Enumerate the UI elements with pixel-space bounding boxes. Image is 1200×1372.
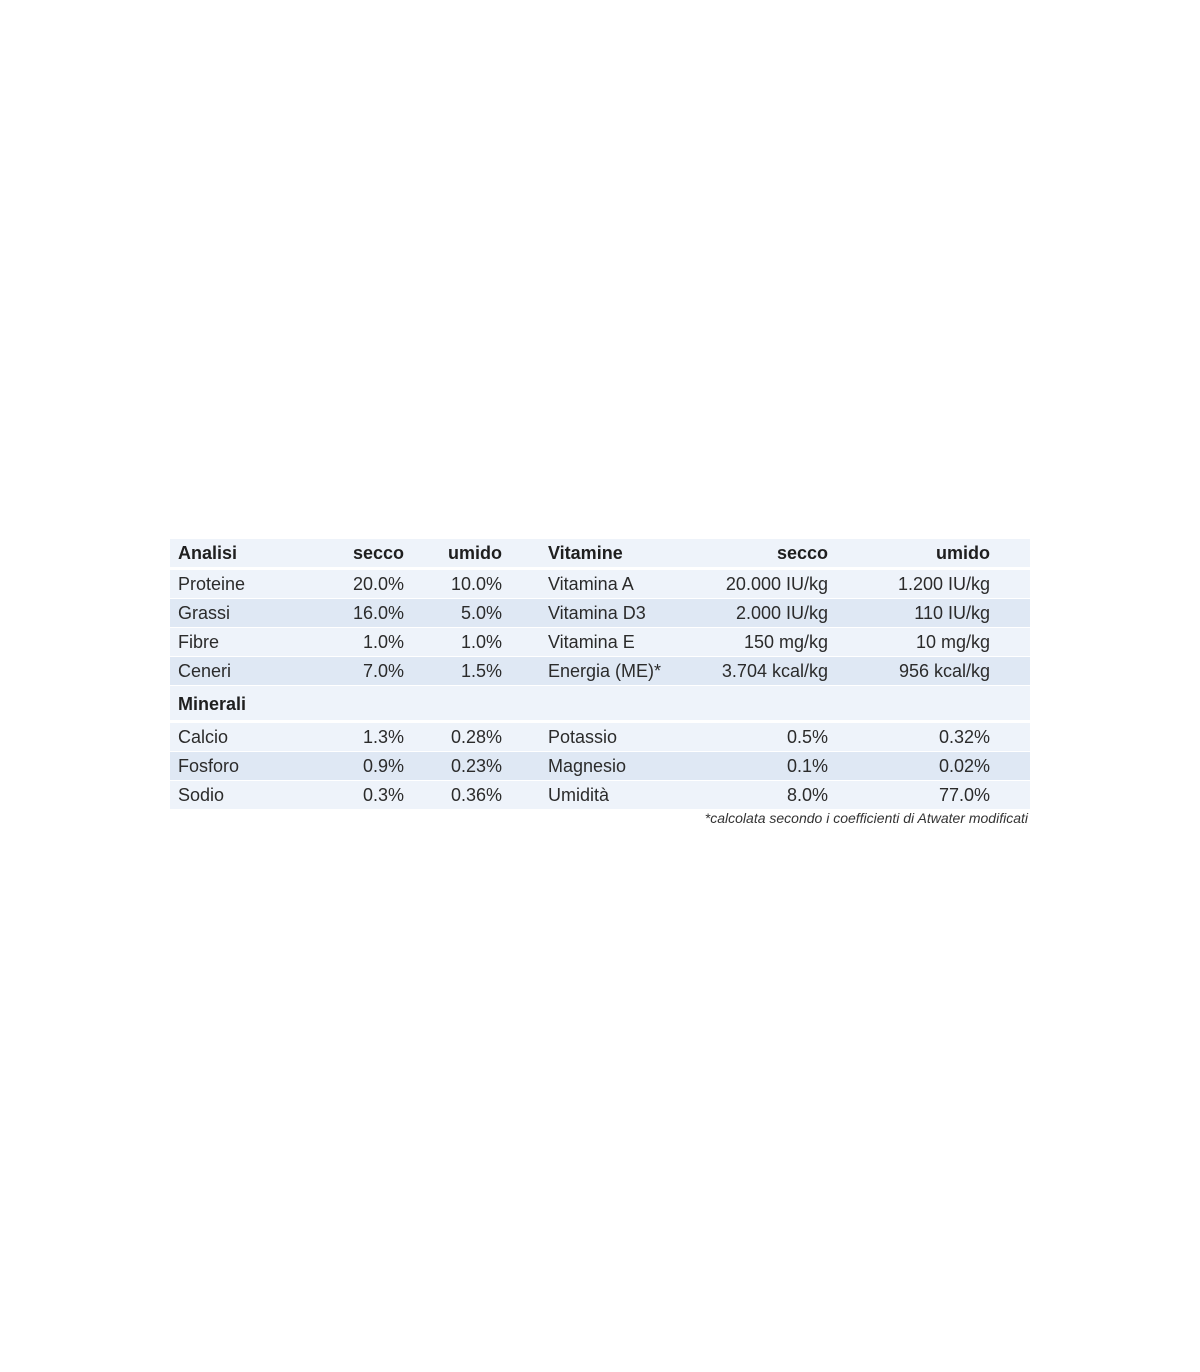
row-label-2: Energia (ME)*: [548, 661, 662, 681]
row-label-2: Vitamina A: [548, 574, 634, 594]
row-umido-2: 77.0%: [938, 785, 990, 805]
umido-heading-2: umido: [936, 543, 990, 563]
row-umido-2: 1.200 IU/kg: [897, 574, 990, 594]
table-row: [170, 723, 1030, 752]
umido-heading: umido: [448, 543, 502, 563]
row-secco-2: 2.000 IU/kg: [735, 603, 828, 623]
row-umido: 0.28%: [450, 727, 502, 747]
secco-heading-2: secco: [776, 543, 828, 563]
footnote: *calcolata secondo i coefficienti di Atwater modificati: [704, 810, 1028, 826]
table-row: [170, 599, 1030, 628]
row-label-2: Umidità: [548, 785, 610, 805]
row-umido-2: 0.32%: [938, 727, 990, 747]
table-row: [170, 781, 1030, 810]
row-secco-2: 150 mg/kg: [743, 632, 828, 652]
table-row: [170, 628, 1030, 657]
nutrition-table: [170, 539, 1030, 810]
row-label-2: Vitamina D3: [548, 603, 646, 623]
row-umido: 5.0%: [460, 603, 502, 623]
secco-heading: secco: [352, 543, 404, 563]
vitamine-heading: Vitamine: [548, 543, 623, 563]
row-umido-2: 110 IU/kg: [914, 603, 990, 623]
row-secco-2: 0.1%: [786, 756, 828, 776]
row-secco-2: 20.000 IU/kg: [725, 574, 828, 594]
row-umido: 0.36%: [450, 785, 502, 805]
row-umido: 1.5%: [460, 661, 502, 681]
row-secco: 1.3%: [362, 727, 404, 747]
row-label: Calcio: [178, 727, 229, 747]
row-label: Sodio: [178, 785, 225, 805]
row-label: Fosforo: [178, 756, 240, 776]
table-row: [170, 570, 1030, 599]
row-umido-2: 0.02%: [938, 756, 990, 776]
analisi-header-row: [170, 539, 1030, 570]
row-secco-2: 0.5%: [786, 727, 828, 747]
row-secco: 7.0%: [362, 661, 404, 681]
row-secco: 0.9%: [362, 756, 404, 776]
row-label: Proteine: [178, 574, 246, 594]
row-secco-2: 3.704 kcal/kg: [721, 661, 828, 681]
row-umido-2: 956 kcal/kg: [898, 661, 990, 681]
row-label-2: Potassio: [548, 727, 618, 747]
minerali-heading: Minerali: [178, 694, 247, 714]
table-row: [170, 752, 1030, 781]
row-label-2: Vitamina E: [548, 632, 635, 652]
row-secco: 1.0%: [362, 632, 404, 652]
row-secco: 20.0%: [352, 574, 404, 594]
row-secco-2: 8.0%: [786, 785, 828, 805]
row-umido: 0.23%: [450, 756, 502, 776]
row-label: Ceneri: [178, 661, 232, 681]
table-row: [170, 657, 1030, 686]
row-umido: 1.0%: [460, 632, 502, 652]
row-label-2: Magnesio: [548, 756, 627, 776]
row-umido-2: 10 mg/kg: [915, 632, 990, 652]
row-secco: 16.0%: [352, 603, 404, 623]
row-secco: 0.3%: [362, 785, 404, 805]
minerali-header-row: [170, 686, 1030, 723]
row-umido: 10.0%: [450, 574, 502, 594]
row-label: Fibre: [178, 632, 220, 652]
analisi-heading: Analisi: [178, 543, 238, 563]
row-label: Grassi: [178, 603, 231, 623]
